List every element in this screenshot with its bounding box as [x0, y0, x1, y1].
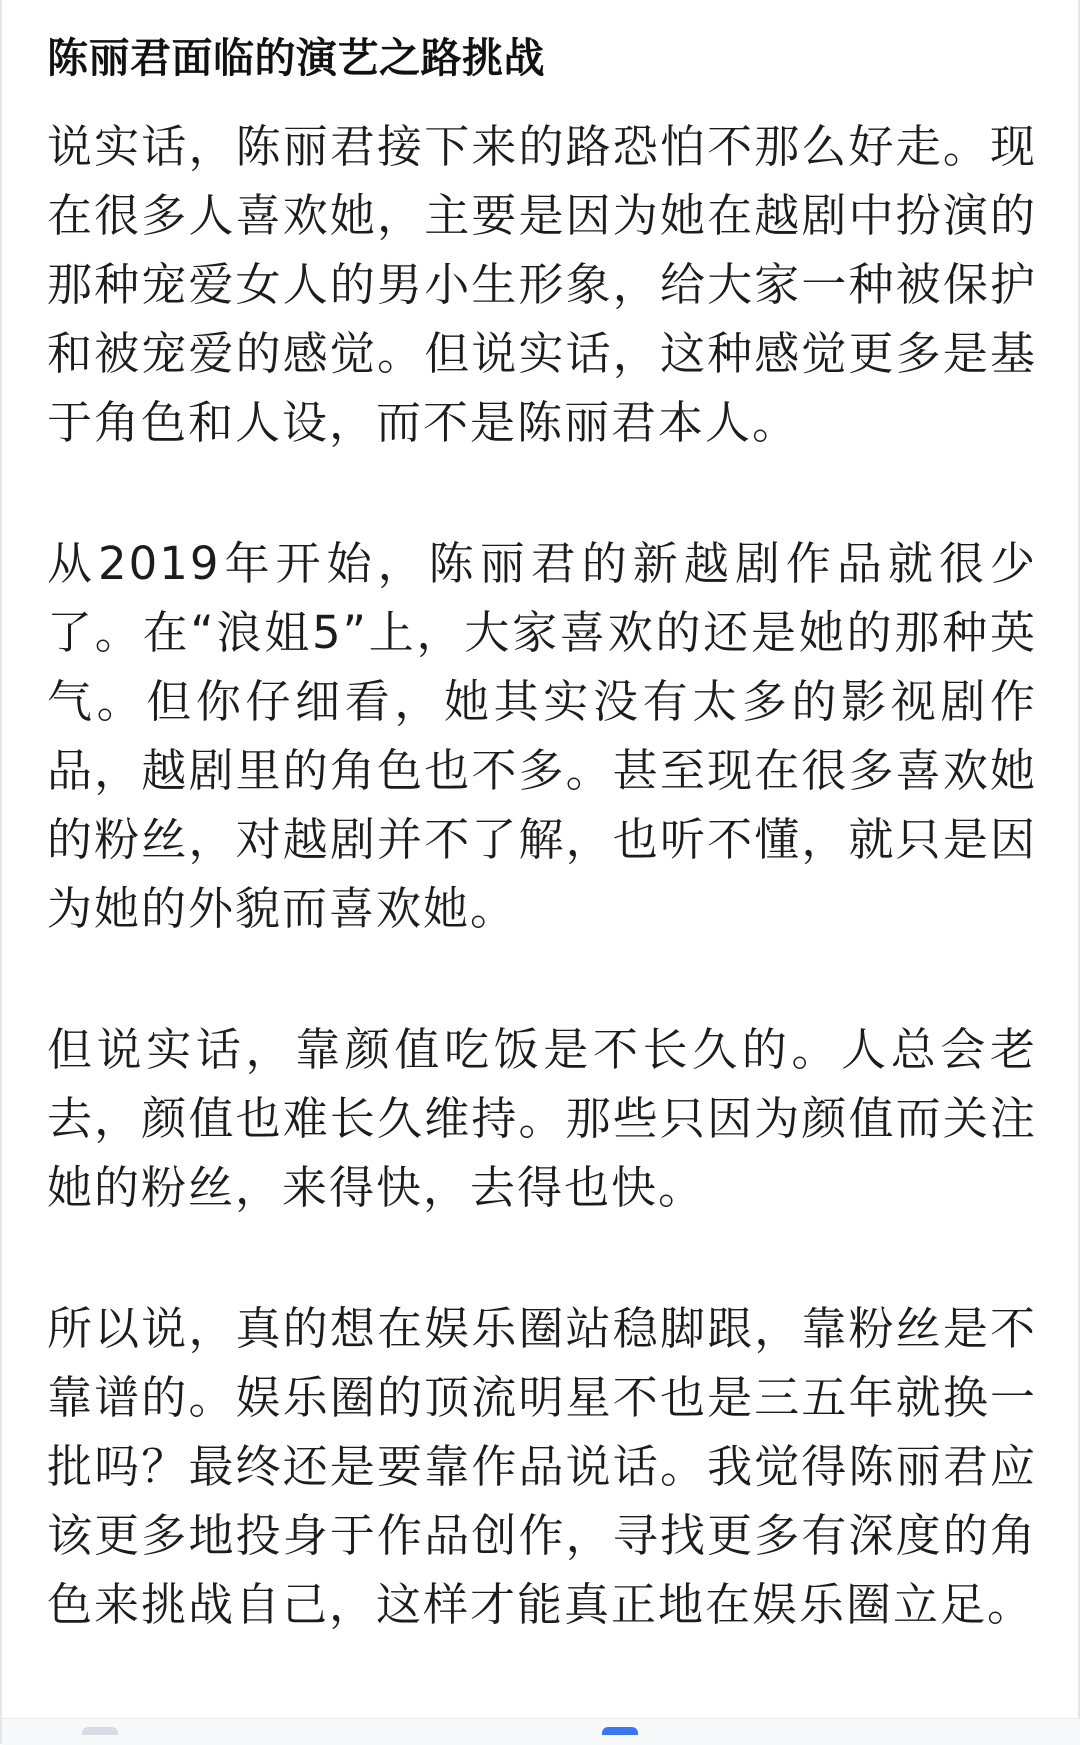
- toolbar-icon-center[interactable]: [602, 1727, 638, 1735]
- article-body: [47, 112, 1037, 1639]
- article-paragraph-4: 所以说，真的想在娱乐圈站稳脚跟，靠粉丝是不靠谱的。娱乐圈的顶流明星不也是三五年就换一批吗？最终还是要靠作品说话。我觉得陈丽君应该更多地投身于作品创作，寻找更多有深度的角色来挑战自己，这样才能真正地在娱乐圈立足。: [47, 1302, 1037, 1631]
- toolbar-icon-left[interactable]: [82, 1727, 118, 1735]
- article-paragraph-1: 说实话，陈丽君接下来的路恐怕不那么好走。现在很多人喜欢她，主要是因为她在越剧中扮演的那种宠爱女人的男小生形象，给大家一种被保护和被宠爱的感觉。但说实话，这种感觉更多是基于角色和人设，而不是陈丽君本人。: [47, 120, 1037, 449]
- article-title: 陈丽君面临的演艺之路挑战: [47, 34, 545, 82]
- article-paragraph-3: 但说实话，靠颜值吃饭是不长久的。人总会老去，颜值也难长久维持。那些只因为颜值而关注她的粉丝，来得快，去得也快。: [47, 1023, 1037, 1214]
- article-paragraph-2: 从2019年开始，陈丽君的新越剧作品就很少了。在“浪姐5”上，大家喜欢的还是她的那种英气。但你仔细看，她其实没有太多的影视剧作品，越剧里的角色也不多。甚至现在很多喜欢她的粉丝，对越剧并不了解，也听不懂，就只是因为她的外貌而喜欢她。: [47, 537, 1037, 935]
- bottom-toolbar-edge: [2, 1718, 1080, 1745]
